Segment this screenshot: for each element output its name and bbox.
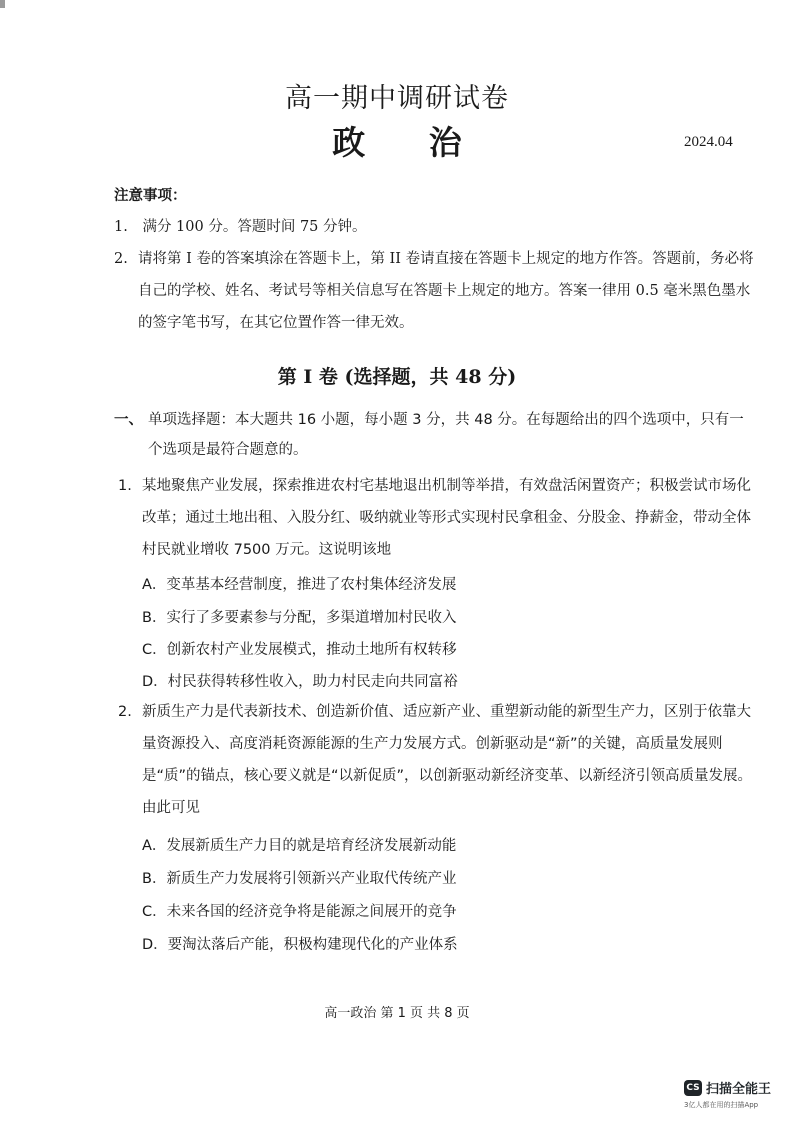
question-2 [114, 696, 754, 824]
part-instructions [114, 405, 754, 465]
notice-item-num: 2. [114, 251, 128, 267]
notice-item-2 [114, 243, 754, 339]
notice-item-text: 满分 100 分。答题时间 75 分钟。 [142, 219, 367, 235]
question-2-option-a: A．发展新质生产力目的就是培育经济发展新动能 [142, 838, 457, 854]
question-stem: 某地聚焦产业发展，探索推进农村宅基地退出机制等举措，有效盘活闲置资产；积极尝试市场化改革；通过土地出租、入股分红、吸纳就业等形式实现村民拿租金、分股金、挣薪金，带动全体村民就业增收 7500 万元。这说明该地 [142, 478, 751, 558]
question-1-option-a: A．变革基本经营制度，推进了农村集体经济发展 [142, 577, 457, 593]
question-stem: 新质生产力是代表新技术、创造新价值、适应新产业、重塑新动能的新型生产力，区别于依靠大量资源投入、高度消耗资源能源的生产力发展方式。创新驱动是“新”的关键，高质量发展则是“质”的锚点，核心要义就是“以新促质”，以创新驱动新经济变革、以新经济引领高质量发展。由此可见 [142, 704, 753, 816]
question-2-option-d: D．要淘汰落后产能，积极构建现代化的产业体系 [142, 937, 458, 953]
question-2-option-b: B．新质生产力发展将引领新兴产业取代传统产业 [142, 871, 457, 887]
section-title: 第 I 卷 (选择题，共 48 分) [277, 366, 517, 388]
exam-title: 高一期中调研试卷 [285, 83, 509, 114]
question-1-option-b: B．实行了多要素参与分配，多渠道增加村民收入 [142, 610, 457, 626]
question-num: 1. [118, 478, 132, 494]
exam-date: 2024.04 [684, 134, 733, 150]
part-text: 单项选择题：本大题共 16 小题，每小题 3 分，共 48 分。在每题给出的四个选项中，只有一个选项是最符合题意的。 [148, 412, 744, 458]
scanner-watermark [684, 1078, 774, 1116]
notice-item-num: 1. [114, 219, 128, 235]
part-num: 一、 [114, 412, 143, 428]
camscanner-icon: CS [684, 1080, 702, 1096]
question-1-option-c: C．创新农村产业发展模式，推动土地所有权转移 [142, 642, 457, 658]
page-footer: 高一政治 第 1 页 共 8 页 [324, 1006, 470, 1021]
notice-heading: 注意事项： [114, 188, 187, 204]
question-1 [114, 470, 754, 566]
notice-item-1 [114, 211, 367, 243]
watermark-sub: 3亿人都在用的扫描App [684, 1101, 759, 1109]
watermark-name: 扫描全能王 [706, 1082, 772, 1097]
question-2-option-c: C．未来各国的经济竞争将是能源之间展开的竞争 [142, 904, 457, 920]
subject-title: 政 治 [332, 123, 488, 162]
question-num: 2. [118, 704, 132, 720]
notice-item-text: 请将第 I 卷的答案填涂在答题卡上，第 II 卷请直接在答题卡上规定的地方作答。答题前，务必将自己的学校、姓名、考试号等相关信息写在答题卡上规定的地方。答案一律用 0.5 毫米黑色墨水的签字笔书写，在其它位置作答一律无效。 [138, 251, 754, 331]
scan-corner-mark [0, 0, 5, 8]
question-1-option-d: D．村民获得转移性收入，助力村民走向共同富裕 [142, 674, 458, 690]
